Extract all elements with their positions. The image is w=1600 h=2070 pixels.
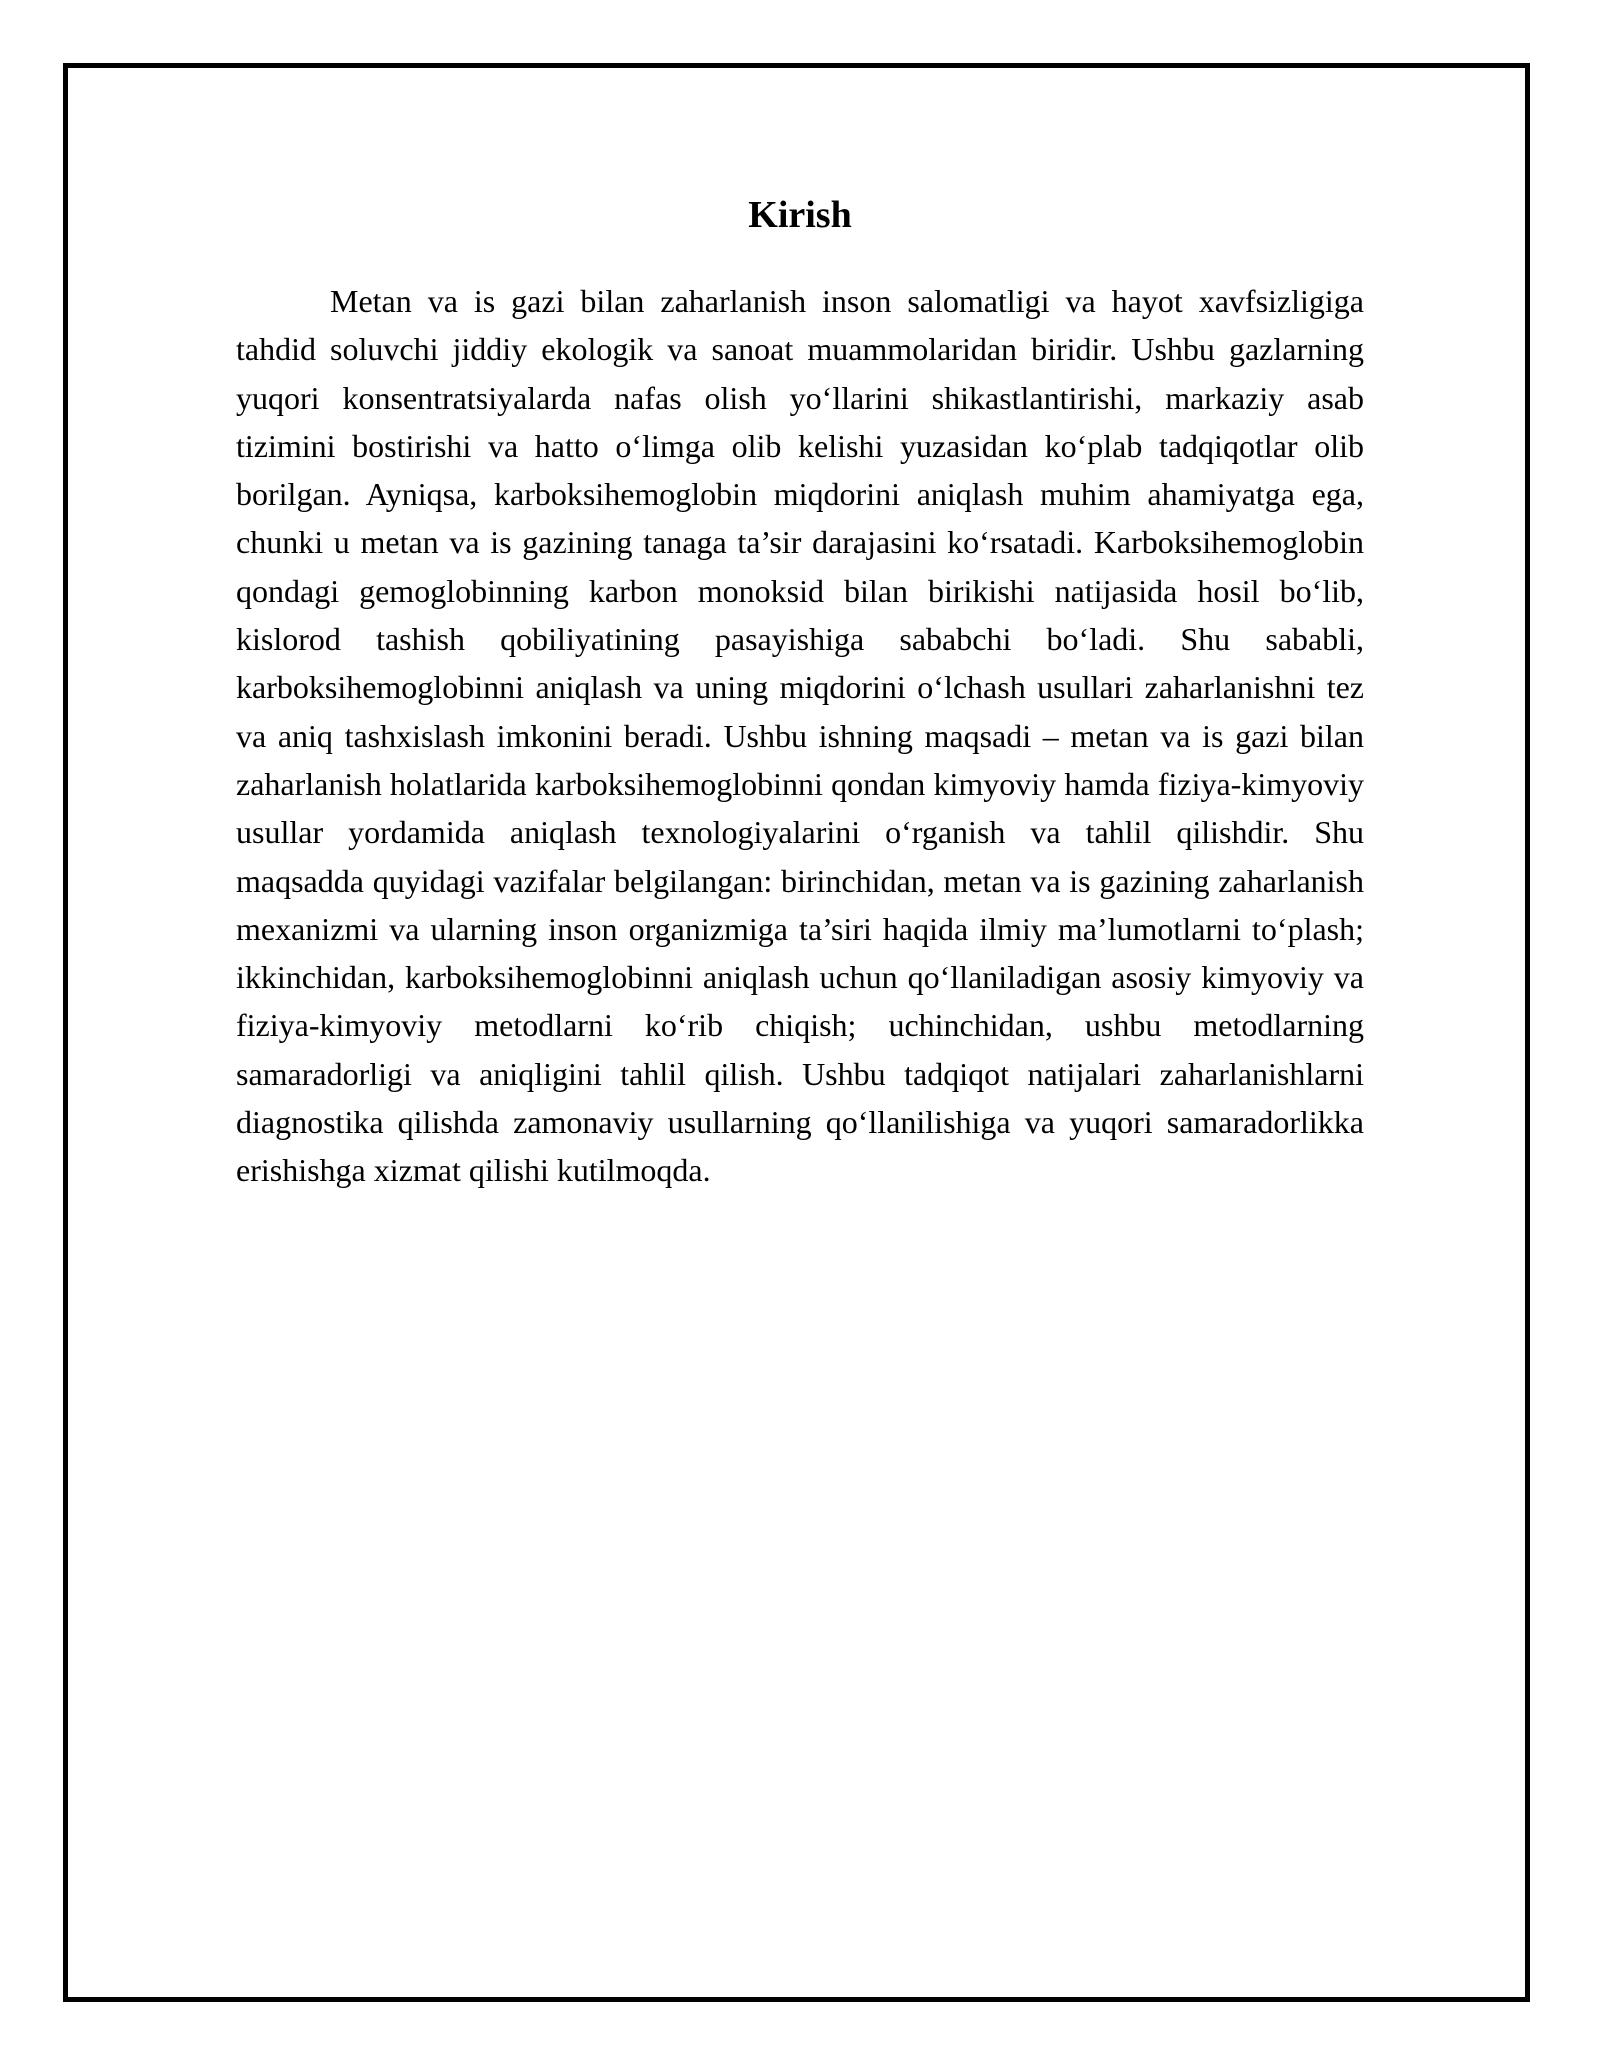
document-content bbox=[236, 187, 1364, 1195]
body-paragraph: Metan va is gazi bilan zaharlanish inson salomatligi va hayot xavfsizligiga tahdid soluvchi jiddiy ekologik va sanoat muammolaridan biridir. Ushbu gazlarning yuqori konsentratsiyalarda nafas olish yo‘llarini shikastlantirishi, markaziy asab tizimini bostirishi va hatto o‘limga olib kelishi yuzasidan ko‘plab tadqiqotlar olib borilgan. Ayniqsa, karboksihemoglobin miqdorini aniqlash muhim ahamiyatga ega, chunki u metan va is gazining tanaga ta’sir darajasini ko‘rsatadi. Karboksihemoglobin qondagi gemoglobinning karbon monoksid bilan birikishi natijasida hosil bo‘lib, kislorod tashish qobiliyatining pasayishiga sababchi bo‘ladi. Shu sababli, karboksihemoglobinni aniqlash va uning miqdorini o‘lchash usullari zaharlanishni tez va aniq tashxislash imkonini beradi. Ushbu ishning maqsadi – metan va is gazi bilan zaharlanish holatlarida karboksihemoglobinni qondan kimyoviy hamda fiziya-kimyoviy usullar yordamida aniqlash texnologiyalarini o‘rganish va tahlil qilishdir. Shu maqsadda quyidagi vazifalar belgilangan: birinchidan, metan va is gazining zaharlanish mexanizmi va ularning inson organizmiga ta’siri haqida ilmiy ma’lumotlarni to‘plash; ikkinchidan, karboksihemoglobinni aniqlash uchun qo‘llaniladigan asosiy kimyoviy va fiziya-kimyoviy metodlarni ko‘rib chiqish; uchinchidan, ushbu metodlarning samaradorligi va aniqligini tahlil qilish. Ushbu tadqiqot natijalari zaharlanishlarni diagnostika qilishda zamonaviy usullarning qo‘llanilishiga va yuqori samaradorlikka erishishga xizmat qilishi kutilmoqda. bbox=[236, 283, 1364, 1189]
page-title: Kirish bbox=[748, 194, 852, 236]
